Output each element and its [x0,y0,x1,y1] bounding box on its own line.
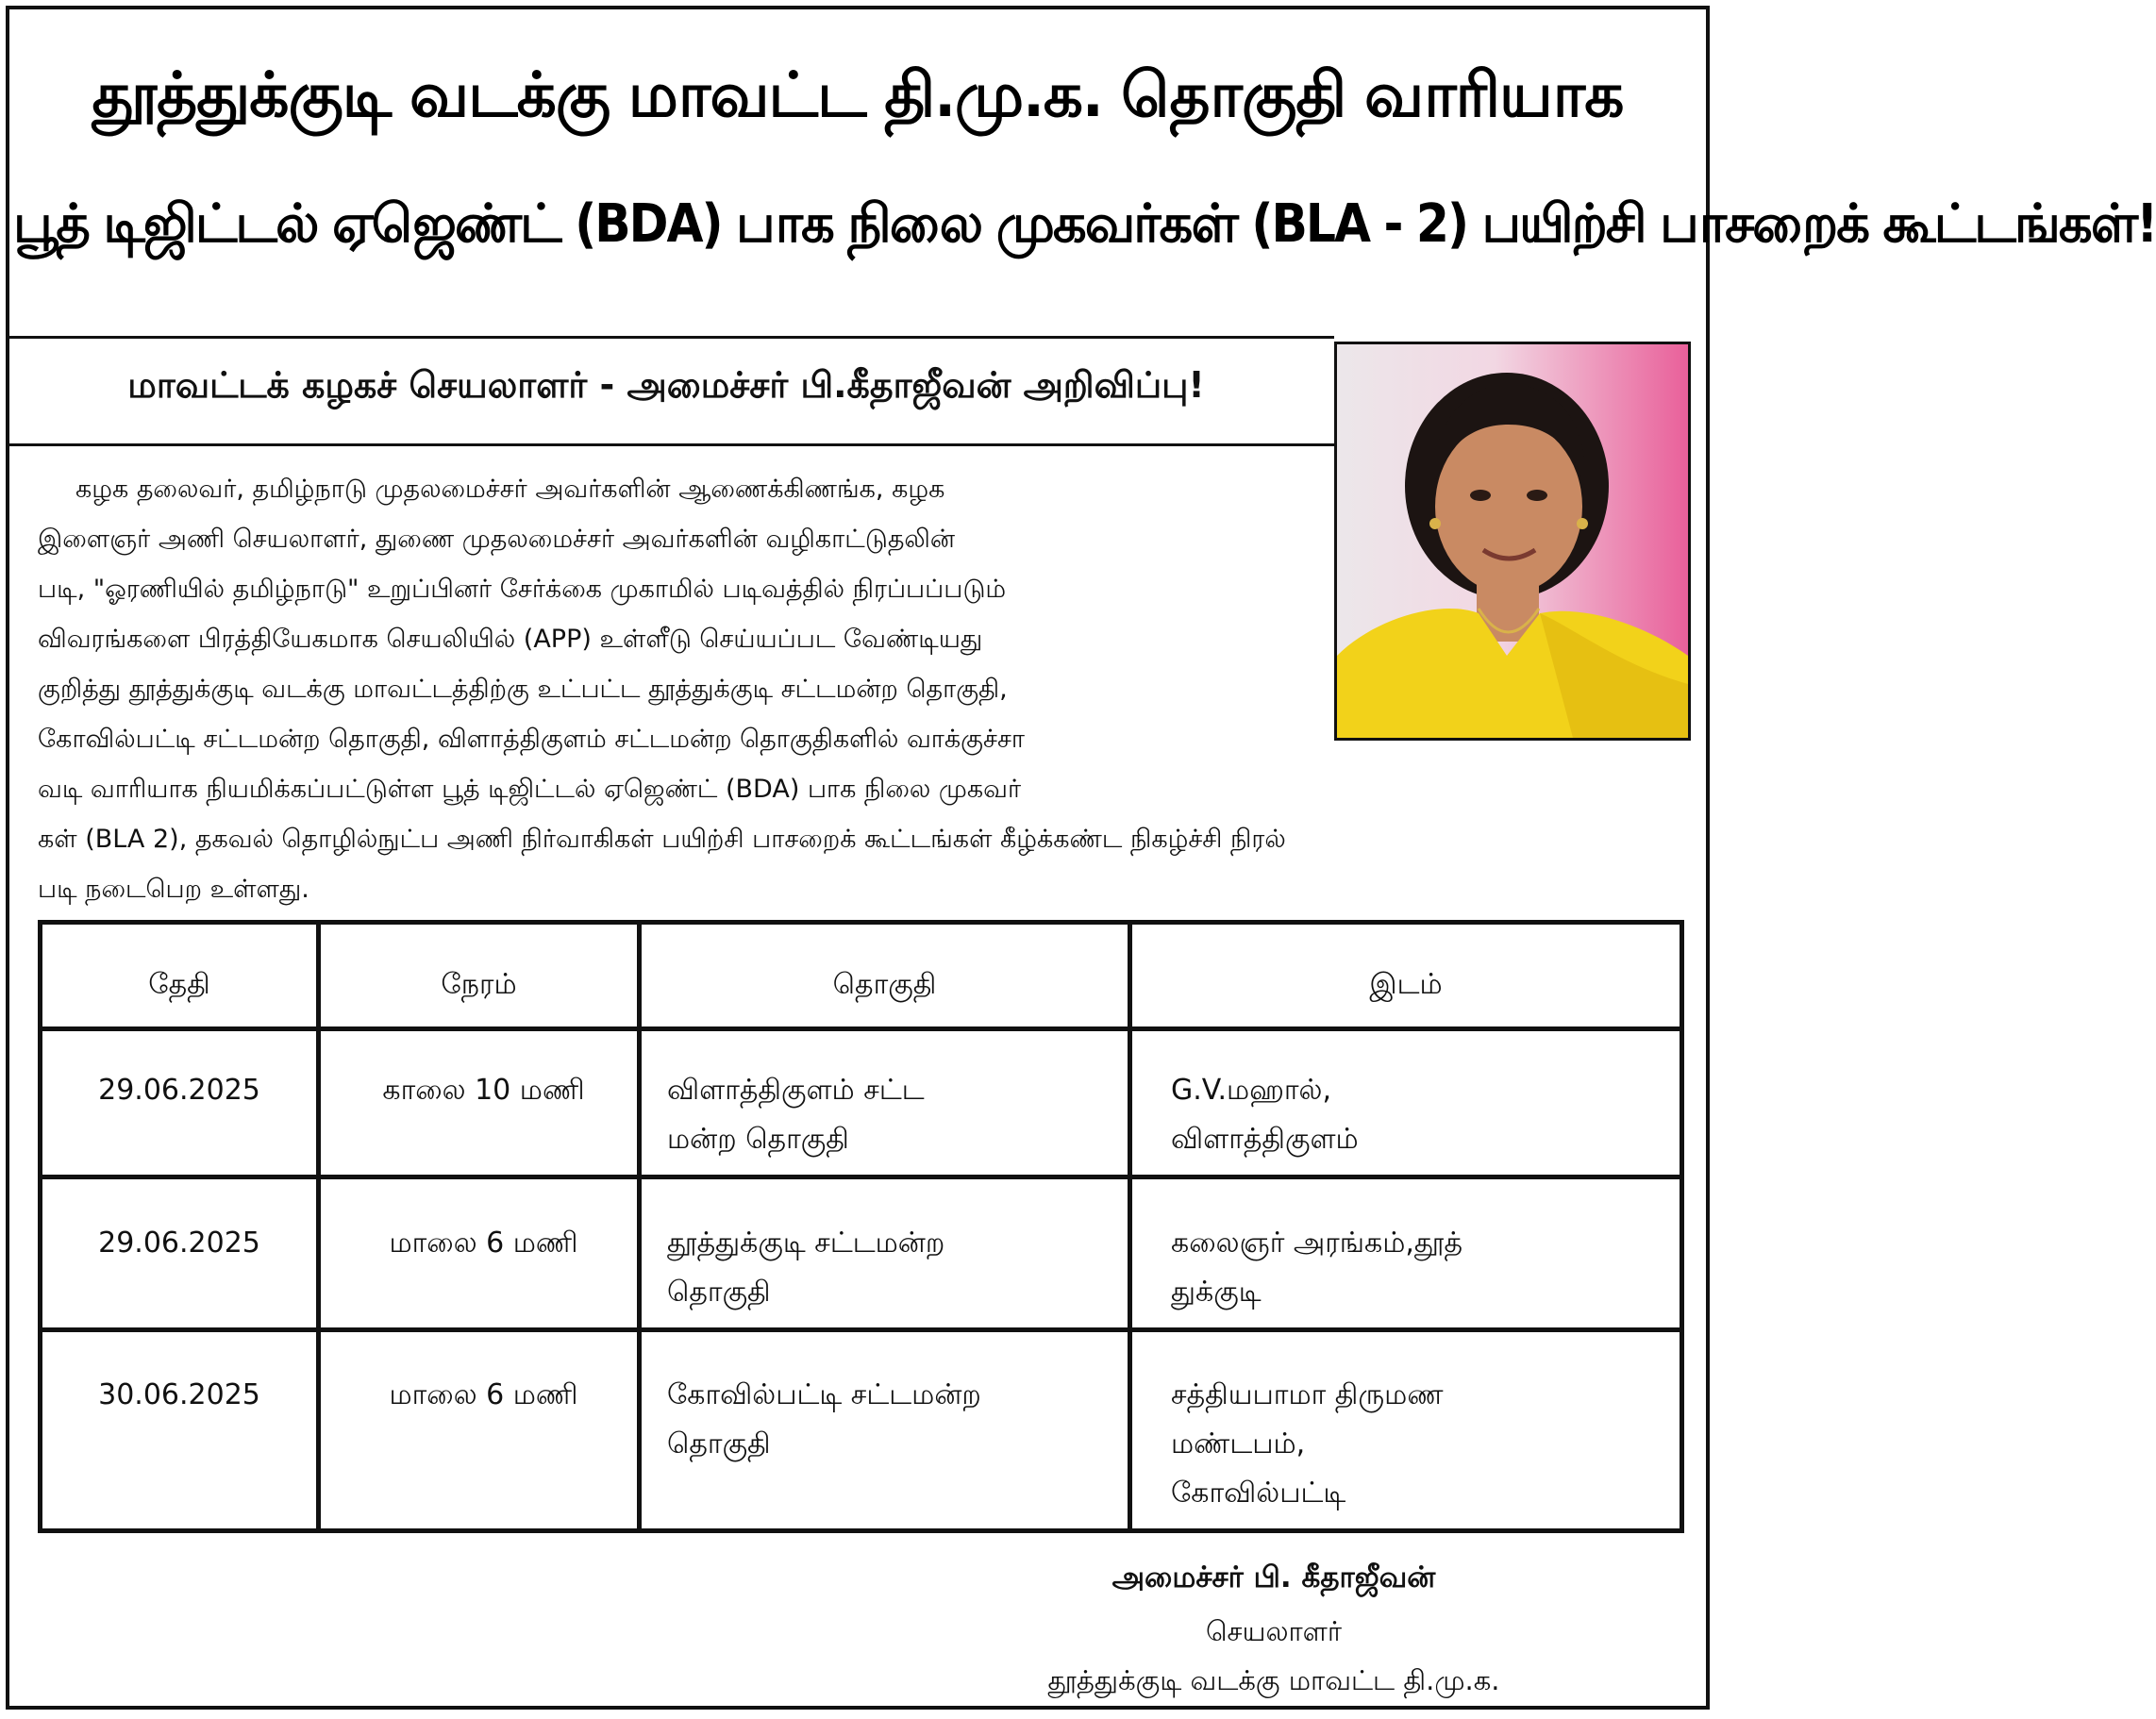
row1-venue-line1: G.V.மஹால், [1171,1074,1331,1107]
row-divider [42,1327,1680,1332]
signature-organization: தூத்துக்குடி வடக்கு மாவட்ட தி.மு.க. [1047,1664,1500,1696]
announcement-subheading: மாவட்டக் கழகச் செயலாளர் - அமைச்சர் பி.கீதாஜீவன் அறிவிப்பு! [127,364,1205,406]
row3-constituency-line1: கோவில்பட்டி சட்டமன்ற [667,1378,981,1411]
portrait-photo [1334,342,1691,741]
row2-constituency-line2: தொகுதி [667,1276,771,1309]
row2-venue [1171,1219,1643,1317]
body-tail-line-2: படி நடைபெற உள்ளது. [38,875,309,904]
row2-venue-line1: கலைஞர் அரங்கம்,தூத் [1171,1227,1463,1260]
body-line-1: கழக தலைவர், தமிழ்நாடு முதலமைச்சர் அவர்களின் ஆணைக்கிணங்க, கழக [75,475,945,504]
row-divider [42,1175,1680,1179]
header-constituency: தொகுதி [832,968,937,1001]
row3-venue-line2: மண்டபம், [1171,1427,1306,1460]
row3-venue-line1: சத்தியபாமா திருமண [1171,1378,1444,1411]
row1-constituency-line1 [667,1066,1139,1115]
row1-constituency-line2: மன்ற தொகுதி [667,1123,849,1156]
row3-venue [1171,1371,1643,1518]
body-line-3: படி, "ஓரணியில் தமிழ்நாடு" உறுப்பினர் சேர்க்கை முகாமில் படிவத்தில் நிரப்பப்படும் [38,575,1007,604]
header-date: தேதி [148,968,210,1001]
headline-line-2: பூத் டிஜிட்டல் ஏஜெண்ட் (BDA) பாக நிலை முகவர்கள் (BLA - 2) பயிற்சி பாசறைக் கூட்டங்கள்! [13,193,2156,255]
signature-role: செயலாளர் [1205,1615,1343,1647]
row1-constituency [667,1066,1139,1164]
body-line-6: கோவில்பட்டி சட்டமன்ற தொகுதி, விளாத்திகுளம் சட்டமன்ற தொகுதிகளில் வாக்குச்சா [38,725,1025,754]
row2-time: மாலை 6 மணி [389,1227,578,1260]
schedule-table [38,920,1684,1533]
divider-subheading [9,443,1334,446]
row3-constituency [667,1371,1139,1469]
body-line-2: இளைஞர் அணி செயலாளர், துணை முதலமைச்சர் அவர்களின் வழிகாட்டுதலின் [38,525,956,554]
body-line-5: குறித்து தூத்துக்குடி வடக்கு மாவட்டத்திற்கு உட்பட்ட தூத்துக்குடி சட்டமன்ற தொகுதி, [38,675,1008,704]
row1-time: காலை 10 மணி [382,1074,585,1107]
body-line-7: வடி வாரியாக நியமிக்கப்பட்டுள்ள பூத் டிஜிட்டல் ஏஜெண்ட் (BDA) பாக நிலை முகவர் [38,775,1022,804]
row3-venue-line3: கோவில்பட்டி [1171,1477,1346,1510]
row3-constituency-line2: தொகுதி [667,1427,771,1460]
row1-venue-line2: விளாத்திகுளம் [1171,1123,1359,1156]
row1-constituency-word1: விளாத்திகுளம் சட்ட [667,1074,925,1107]
portrait-illustration [1337,344,1688,738]
divider-top [9,336,1334,339]
row-divider [42,1026,1680,1031]
row3-time: மாலை 6 மணி [389,1378,578,1411]
row2-constituency [667,1219,1139,1317]
row2-constituency-line1: தூத்துக்குடி சட்டமன்ற [667,1227,945,1260]
row3-date: 30.06.2025 [98,1378,260,1411]
body-line-4: விவரங்களை பிரத்தியேகமாக செயலியில் (APP) உள்ளீடு செய்யப்பட வேண்டியது [38,625,983,654]
signature-name: அமைச்சர் பி. கீதாஜீவன் [1111,1560,1436,1594]
row2-venue-line2: துக்குடி [1171,1276,1262,1309]
announcement-body-tail [38,814,1684,914]
header-time: நேரம் [441,968,517,1001]
row1-venue [1171,1066,1643,1164]
headline-line-1: தூத்துக்குடி வடக்கு மாவட்ட தி.மு.க. தொகுதி வாரியாக [92,58,1624,131]
row1-date: 29.06.2025 [98,1074,260,1107]
header-venue: இடம் [1369,968,1443,1001]
body-tail-line-1: கள் (BLA 2), தகவல் தொழில்நுட்ப அணி நிர்வாகிகள் பயிற்சி பாசறைக் கூட்டங்கள் கீழ்க்கண்ட நிகழ்ச்சி நிரல் [38,825,1286,854]
row2-date: 29.06.2025 [98,1227,260,1260]
announcement-body [38,464,1321,814]
